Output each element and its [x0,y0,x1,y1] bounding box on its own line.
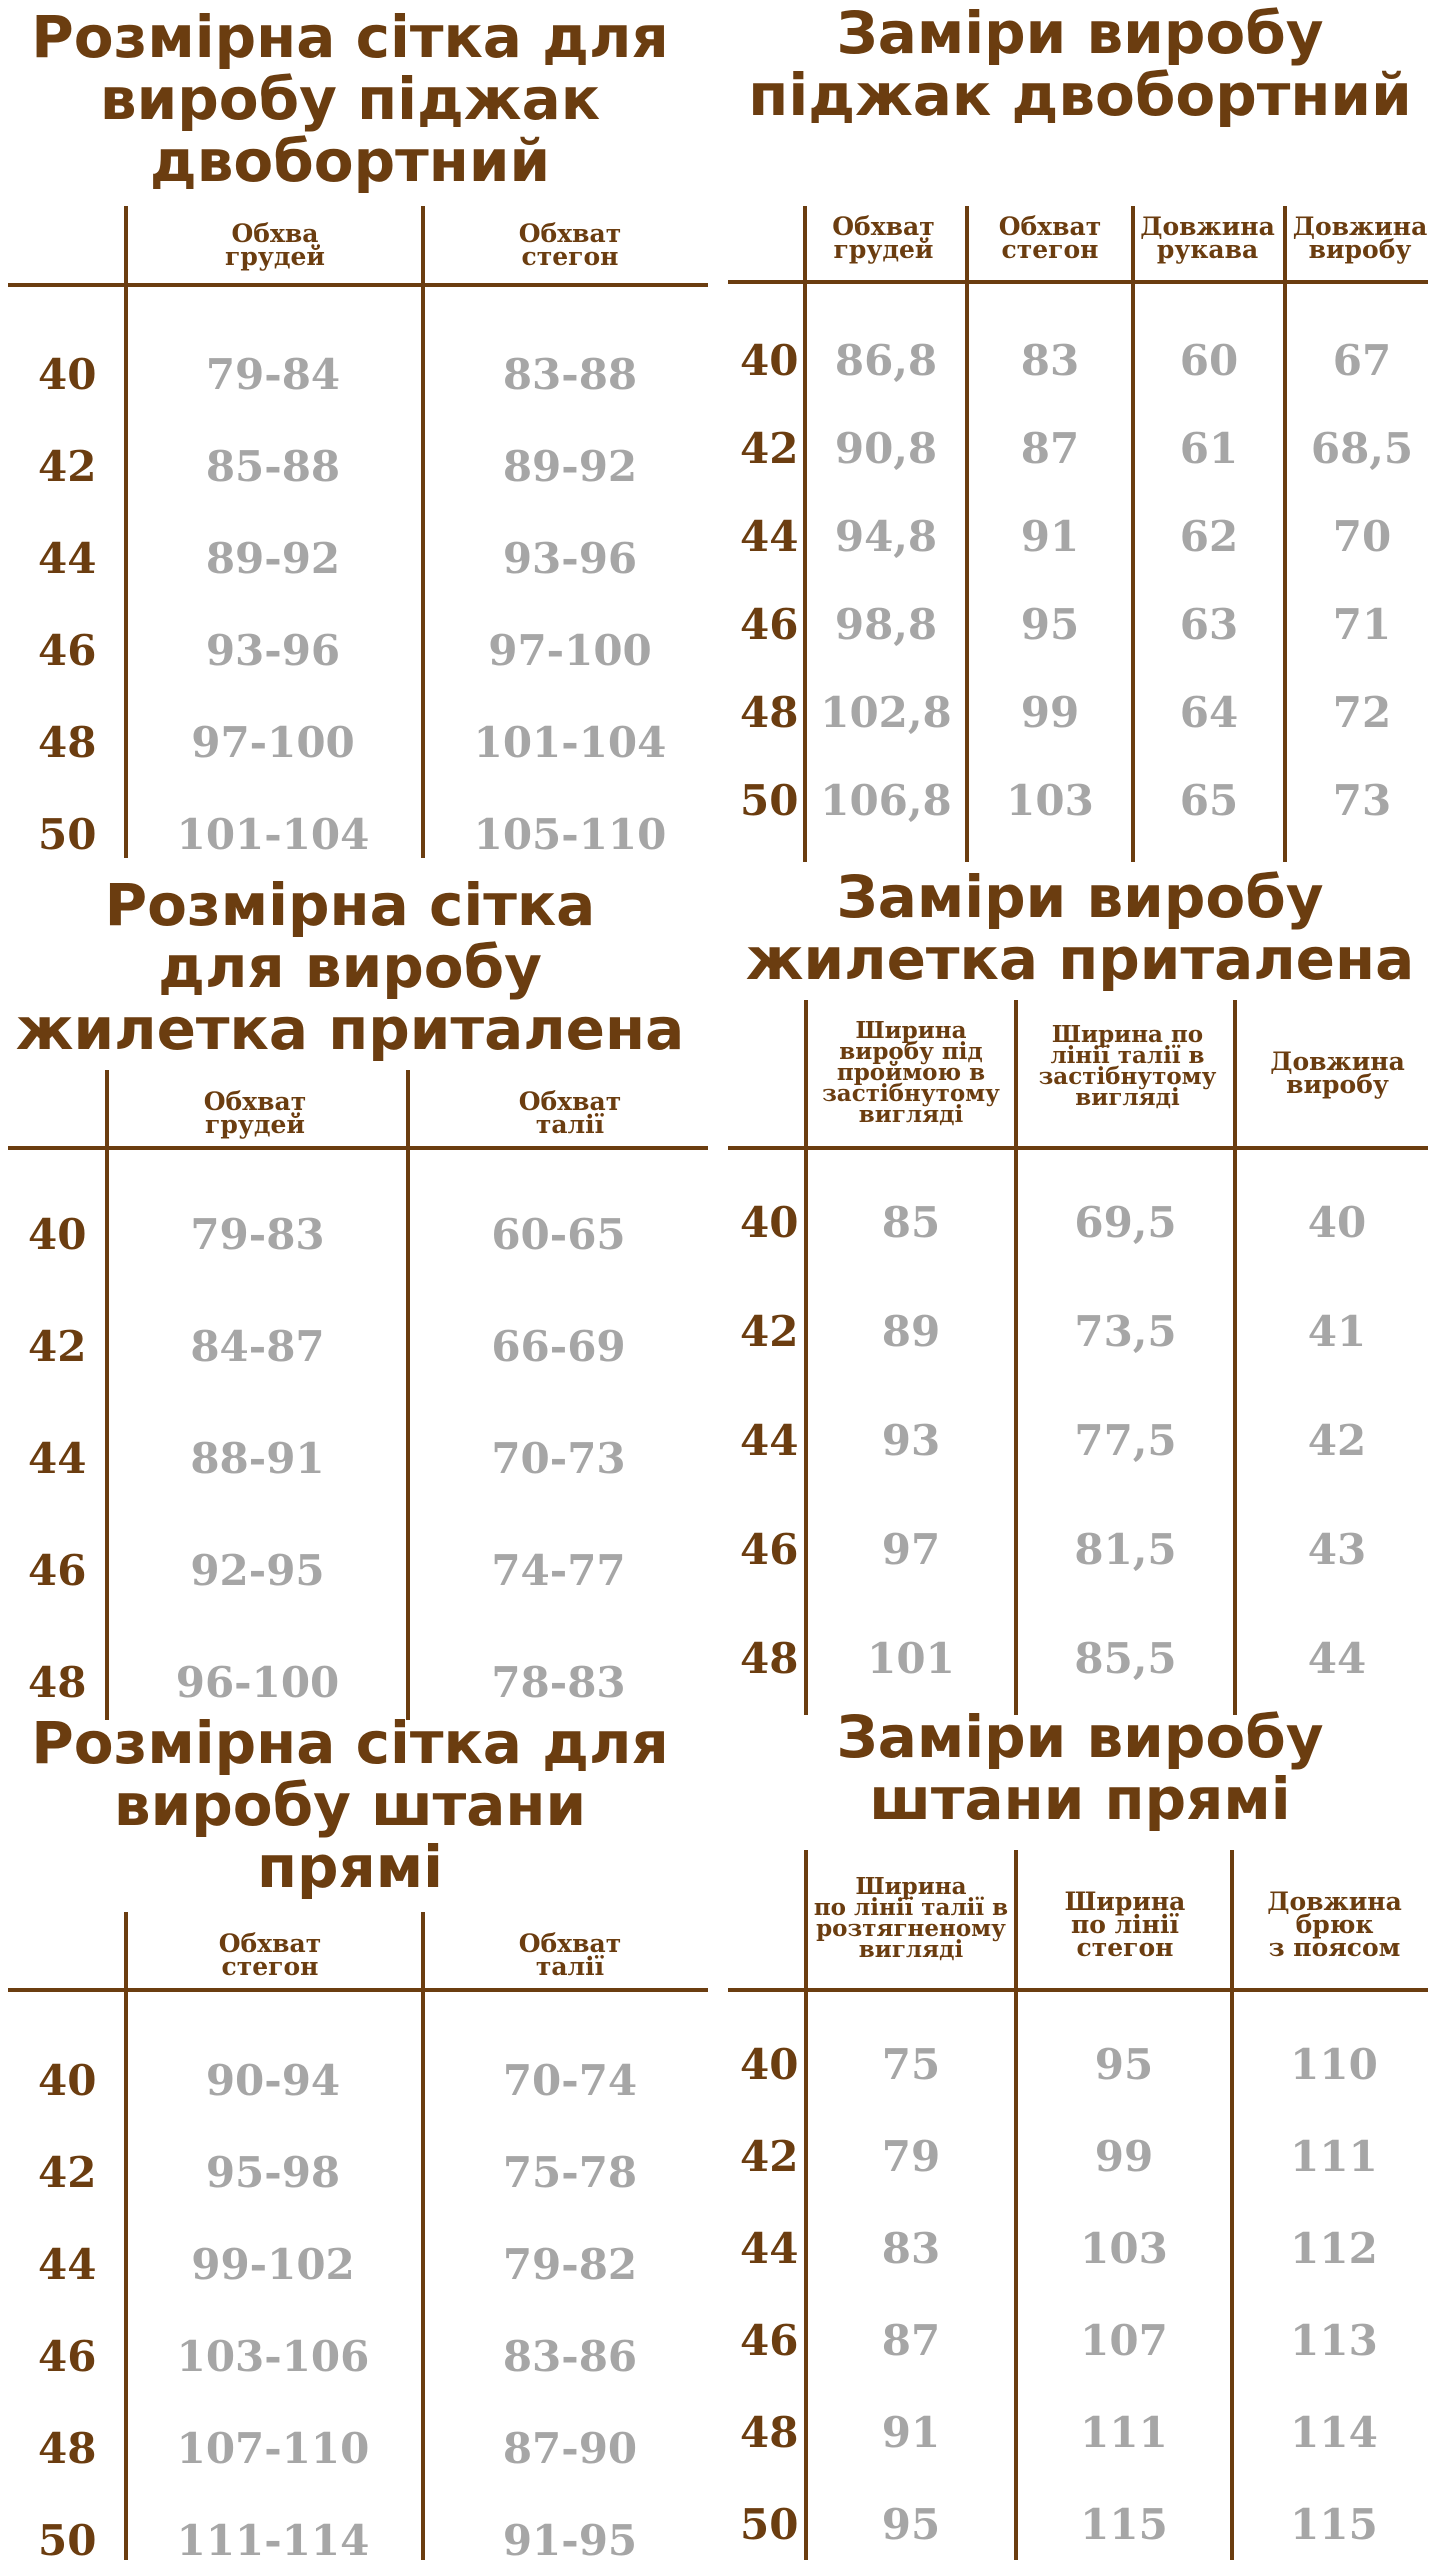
table-cell: 85-88 [205,442,341,491]
table-cell: 97-100 [191,718,355,767]
size-label: 44 [38,2240,97,2289]
size-label: 40 [38,2056,97,2105]
column-divider [1014,1000,1018,1715]
column-header-hips: Обхват стегон [518,219,622,271]
table-cell: 66-69 [491,1322,626,1371]
table-cell: 96-100 [175,1658,340,1707]
table-cell: 69,5 [1074,1198,1177,1247]
table-cell: 85 [881,1198,941,1247]
table-cell: 70-73 [491,1434,626,1483]
column-header-hips: Обхват стегон [218,1929,322,1981]
size-label: 46 [740,1525,799,1574]
column-header-item-length: Довжина виробу [1270,1047,1405,1099]
column-header-hips: Обхват стегон [998,212,1102,264]
table-cell: 99 [1020,688,1080,737]
size-label: 50 [740,2500,799,2549]
column-header-item-length: Довжина виробу [1292,212,1428,264]
size-label: 50 [38,810,97,859]
table-cell: 111-114 [176,2516,370,2565]
table-cell: 91 [881,2408,941,2457]
table-cell: 84-87 [190,1322,325,1371]
size-label: 44 [28,1434,87,1483]
table-cell: 93 [881,1416,941,1465]
table-cell: 91-95 [502,2516,638,2565]
table-cell: 86,8 [834,336,938,385]
table-cell: 70-74 [502,2056,638,2105]
jacket-measurements-title: Заміри виробу піджак двобортний [748,0,1412,129]
size-label: 50 [38,2516,97,2565]
table-cell: 81,5 [1074,1525,1177,1574]
pants-measurements-title: Заміри виробу штани прямі [836,1703,1324,1833]
size-label: 48 [38,718,97,767]
size-label: 42 [38,442,97,491]
column-divider [406,1070,410,1720]
table-cell: 83 [1020,336,1080,385]
size-label: 44 [740,2224,799,2273]
table-cell: 42 [1307,1416,1367,1465]
table-cell: 91 [1020,512,1080,561]
column-header-chest: Обхват грудей [203,1087,307,1139]
table-cell: 110 [1290,2040,1378,2089]
size-label: 46 [740,2316,799,2365]
pants-size-grid-title: Розмірна сітка для виробу штани прямі [31,1709,669,1901]
table-cell: 83-88 [502,350,638,399]
table-cell: 60 [1179,336,1239,385]
table-cell: 95 [881,2500,941,2549]
column-header-trouser-length: Довжина брюк з поясом [1267,1887,1402,1962]
table-cell: 89 [881,1307,941,1356]
table-cell: 43 [1307,1525,1367,1574]
table-cell: 101-104 [473,718,667,767]
table-cell: 95-98 [205,2148,341,2197]
table-cell: 103 [1080,2224,1168,2273]
table-cell: 111 [1290,2132,1378,2181]
table-cell: 103-106 [176,2332,370,2381]
table-cell: 97 [881,1525,941,1574]
table-cell: 99-102 [191,2240,355,2289]
table-cell: 71 [1332,600,1392,649]
table-cell: 75-78 [502,2148,638,2197]
table-cell: 99 [1094,2132,1154,2181]
table-cell: 83-86 [502,2332,638,2381]
table-cell: 63 [1179,600,1239,649]
column-header-waist: Обхват талії [518,1929,622,1981]
size-label: 46 [28,1546,87,1595]
table-cell: 90,8 [834,424,938,473]
table-cell: 115 [1290,2500,1378,2549]
table-cell: 90-94 [205,2056,341,2105]
table-cell: 88-91 [190,1434,325,1483]
table-cell: 44 [1307,1634,1367,1683]
column-header-width-under-armhole: Ширина виробу під проймою в застібнутому вигляді [822,1017,1000,1128]
vest-measurements-title: Заміри виробу жилетка приталена [745,863,1415,993]
table-cell: 67 [1332,336,1392,385]
size-label: 42 [38,2148,97,2197]
table-cell: 70 [1332,512,1392,561]
table-cell: 62 [1179,512,1239,561]
size-label: 46 [38,2332,97,2381]
table-cell: 79-83 [190,1210,325,1259]
table-cell: 98,8 [834,600,938,649]
column-header-chest: Обхват грудей [832,212,935,264]
table-cell: 97-100 [488,626,652,675]
table-cell: 73,5 [1074,1307,1177,1356]
header-divider [728,1988,1428,1992]
table-cell: 95 [1094,2040,1154,2089]
table-cell: 114 [1290,2408,1378,2457]
table-cell: 93-96 [502,534,638,583]
table-cell: 103 [1006,776,1094,825]
table-cell: 93-96 [205,626,341,675]
column-divider [105,1070,109,1720]
table-cell: 72 [1332,688,1392,737]
column-divider [1233,1000,1237,1715]
table-cell: 94,8 [834,512,938,561]
header-divider [728,1146,1428,1150]
table-cell: 75 [881,2040,941,2089]
table-cell: 78-83 [491,1658,626,1707]
size-label: 40 [38,350,97,399]
table-cell: 85,5 [1074,1634,1177,1683]
size-label: 44 [740,1416,799,1465]
header-divider [8,283,708,287]
size-label: 40 [740,2040,799,2089]
table-cell: 89-92 [502,442,638,491]
table-cell: 40 [1307,1198,1367,1247]
table-cell: 83 [881,2224,941,2273]
table-cell: 107 [1080,2316,1168,2365]
table-cell: 79 [881,2132,941,2181]
size-label: 42 [740,2132,799,2181]
table-cell: 113 [1290,2316,1378,2365]
size-label: 42 [28,1322,87,1371]
column-divider [804,1000,808,1715]
vest-size-grid-title: Розмірна сітка для виробу жилетка приталена [15,871,685,1063]
header-divider [8,1146,708,1150]
size-label: 42 [740,1307,799,1356]
size-label: 46 [38,626,97,675]
table-cell: 89-92 [205,534,341,583]
column-header-chest: Обхва грудей [225,219,325,271]
size-label: 44 [740,512,799,561]
jacket-size-grid-title: Розмірна сітка для виробу піджак двобортний [31,3,669,195]
size-label: 48 [740,2408,799,2457]
table-cell: 77,5 [1074,1416,1177,1465]
header-divider [728,280,1428,284]
table-cell: 87 [881,2316,941,2365]
column-header-waist-width: Ширина по лінії талії в застібнутому вигляді [1038,1021,1217,1111]
size-label: 48 [28,1658,87,1707]
table-cell: 112 [1290,2224,1378,2273]
table-cell: 92-95 [190,1546,325,1595]
table-cell: 111 [1080,2408,1168,2457]
table-cell: 87 [1020,424,1080,473]
column-header-sleeve-length: Довжина рукава [1140,212,1275,264]
table-cell: 74-77 [491,1546,626,1595]
table-cell: 106,8 [820,776,952,825]
table-cell: 101 [867,1634,955,1683]
table-cell: 107-110 [176,2424,370,2473]
table-cell: 87-90 [502,2424,638,2473]
table-cell: 64 [1179,688,1239,737]
table-cell: 60-65 [491,1210,626,1259]
table-cell: 73 [1332,776,1392,825]
column-header-hip-width: Ширина по лінії стегон [1064,1887,1186,1962]
size-label: 48 [740,1634,799,1683]
table-cell: 61 [1179,424,1239,473]
column-header-waist-width: Ширина по лінії талії в розтягненому вигляді [813,1873,1009,1963]
table-cell: 105-110 [473,810,667,859]
table-cell: 79-82 [502,2240,638,2289]
table-cell: 115 [1080,2500,1168,2549]
table-cell: 102,8 [820,688,952,737]
table-cell: 68,5 [1310,424,1414,473]
size-label: 42 [740,424,799,473]
table-cell: 79-84 [205,350,341,399]
header-divider [8,1988,708,1992]
table-cell: 95 [1020,600,1080,649]
table-cell: 65 [1179,776,1239,825]
size-label: 48 [38,2424,97,2473]
size-label: 44 [38,534,97,583]
column-header-waist: Обхват талії [518,1087,622,1139]
size-label: 40 [28,1210,87,1259]
size-label: 50 [740,776,799,825]
size-label: 48 [740,688,799,737]
size-label: 40 [740,336,799,385]
size-label: 46 [740,600,799,649]
size-label: 40 [740,1198,799,1247]
table-cell: 101-104 [176,810,370,859]
table-cell: 41 [1307,1307,1367,1356]
